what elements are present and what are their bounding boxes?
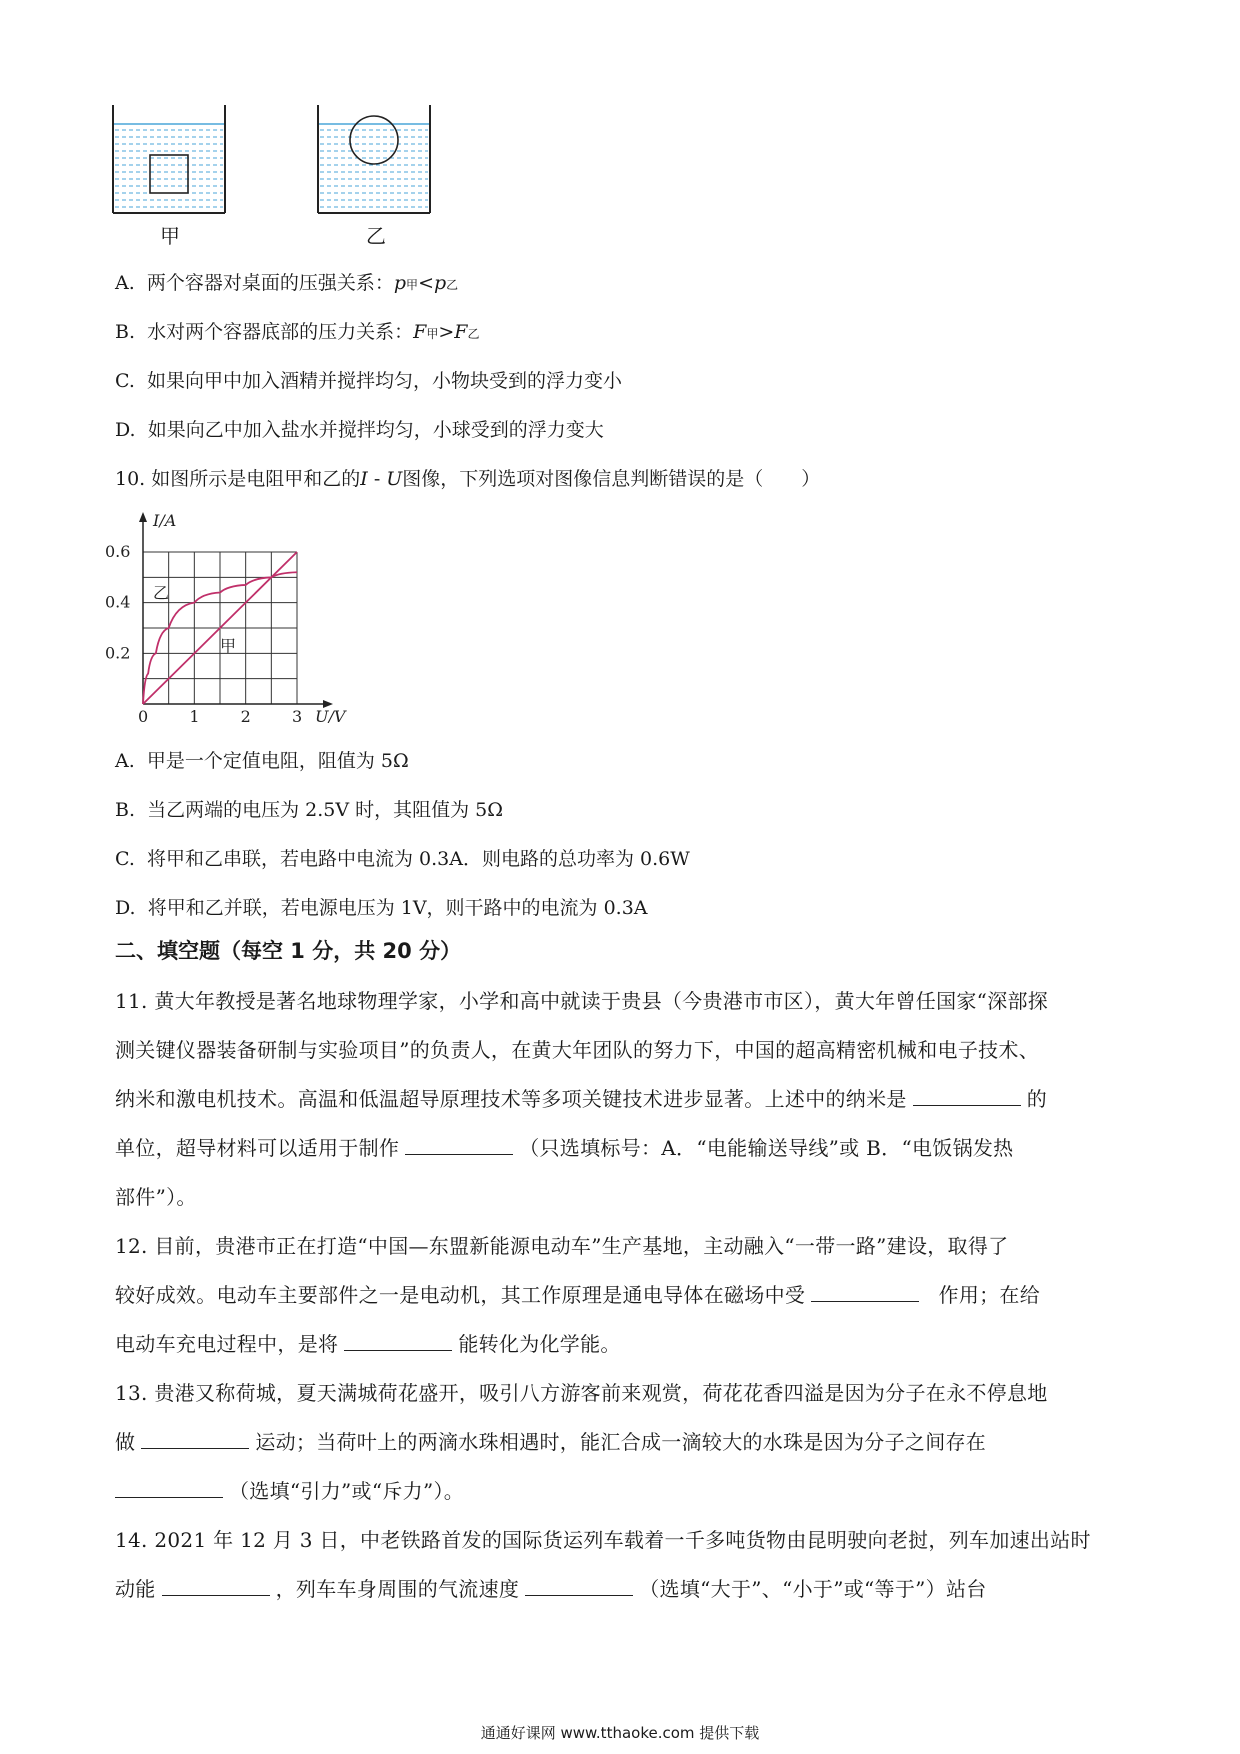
answer-blank[interactable] — [525, 1577, 633, 1596]
answer-blank[interactable] — [405, 1136, 513, 1155]
section-2-heading: 二、填空题（每空 1 分，共 20 分） — [115, 939, 462, 963]
label-yi: 乙 — [366, 224, 386, 248]
q9-option-a: A. 两个容器对桌面的压强关系：p甲<p乙 — [115, 272, 459, 294]
answer-blank[interactable] — [344, 1332, 452, 1351]
answer-blank[interactable] — [162, 1577, 270, 1596]
q10-option-c: C. 将甲和乙串联，若电路中电流为 0.3A．则电路的总功率为 0.6W — [115, 848, 690, 870]
beaker-figure-jia — [105, 100, 235, 220]
cube-block — [150, 155, 188, 193]
q14-line-1: 14. 2021 年 12 月 3 日，中老铁路首发的国际货运列车载着一千多吨货物由昆明驶向老挝，列车加速出站时 — [115, 1528, 1091, 1552]
y-axis-label: I/A — [153, 511, 177, 530]
q13-line-3: （选填“引力”或“斥力”）。 — [115, 1476, 464, 1506]
q12-line-3: 电动车充电过程中，是将 能转化为化学能。 — [115, 1332, 621, 1356]
q10-stem: 10. 如图所示是电阻甲和乙的I - U图像，下列选项对图像信息判断错误的是（ ） — [115, 468, 821, 490]
x-tick-label: 0 — [138, 707, 149, 723]
series-label-yi: 乙 — [153, 583, 170, 603]
x-axis-label: U/V — [315, 707, 346, 723]
x-tick-label: 1 — [189, 707, 200, 723]
page-footer: 通通好课网 www.tthaoke.com 提供下载 — [480, 1724, 760, 1742]
q12-line-2: 较好成效。电动车主要部件之一是电动机，其工作原理是通电导体在磁场中受 作用；在给 — [115, 1283, 1041, 1307]
beaker-figure-yi — [310, 100, 440, 220]
y-tick-label: 0.2 — [105, 643, 131, 663]
q12-line-1: 12. 目前，贵港市正在打造“中国—东盟新能源电动车”生产基地，主动融入“一带一路”建设，取得了 — [115, 1234, 1009, 1258]
x-tick-label: 3 — [292, 707, 303, 723]
answer-blank[interactable] — [913, 1087, 1021, 1106]
series-label-jia: 甲 — [220, 636, 237, 656]
q11-line-2: 测关键仪器装备研制与实验项目”的负责人，在黄大年团队的努力下，中国的超高精密机械和电子技术、 — [115, 1038, 1040, 1062]
q10-option-a: A. 甲是一个定值电阻，阻值为 5Ω — [115, 750, 409, 772]
y-axis-arrow — [139, 512, 147, 522]
answer-blank[interactable] — [811, 1283, 919, 1302]
q13-line-2: 做 运动；当荷叶上的两滴水珠相遇时，能汇合成一滴较大的水珠是因为分子之间存在 — [115, 1430, 987, 1454]
q10-option-d: D. 将甲和乙并联，若电源电压为 1V，则干路中的电流为 0.3A — [115, 897, 648, 919]
q9-option-c: C. 如果向甲中加入酒精并搅拌均匀，小物块受到的浮力变小 — [115, 370, 623, 392]
q11-line-5: 部件”）。 — [115, 1185, 197, 1209]
answer-blank[interactable] — [141, 1430, 249, 1449]
q11-line-4: 单位，超导材料可以适用于制作 （只选填标号：A．“电能输送导线”或 B．“电饭锅发热 — [115, 1136, 1014, 1160]
q11-line-3: 纳米和激电机技术。高温和低温超导原理技术等多项关键技术进步显著。上述中的纳米是 的 — [115, 1087, 1048, 1111]
label-jia: 甲 — [160, 224, 180, 248]
q9-option-b: B. 水对两个容器底部的压力关系：F甲>F乙 — [115, 321, 480, 343]
q9-option-d: D. 如果向乙中加入盐水并搅拌均匀，小球受到的浮力变大 — [115, 419, 604, 441]
x-tick-label: 2 — [240, 707, 251, 723]
answer-blank[interactable] — [115, 1479, 223, 1498]
q13-line-1: 13. 贵港又称荷城，夏天满城荷花盛开，吸引八方游客前来观赏，荷花花香四溢是因为分子在永不停息地 — [115, 1381, 1048, 1405]
q11-line-1: 11. 黄大年教授是著名地球物理学家，小学和高中就读于贵县（今贵港市市区），黄大年曾任国家“深部探 — [115, 989, 1049, 1013]
y-tick-label: 0.4 — [105, 592, 131, 612]
y-tick-label: 0.6 — [105, 542, 131, 561]
ball — [350, 116, 398, 164]
iu-chart — [105, 508, 375, 723]
q10-option-b: B. 当乙两端的电压为 2.5V 时，其阻值为 5Ω — [115, 799, 504, 821]
q14-line-2: 动能 ，列车车身周围的气流速度 （选填“大于”、“小于”或“等于”）站台 — [115, 1577, 987, 1601]
